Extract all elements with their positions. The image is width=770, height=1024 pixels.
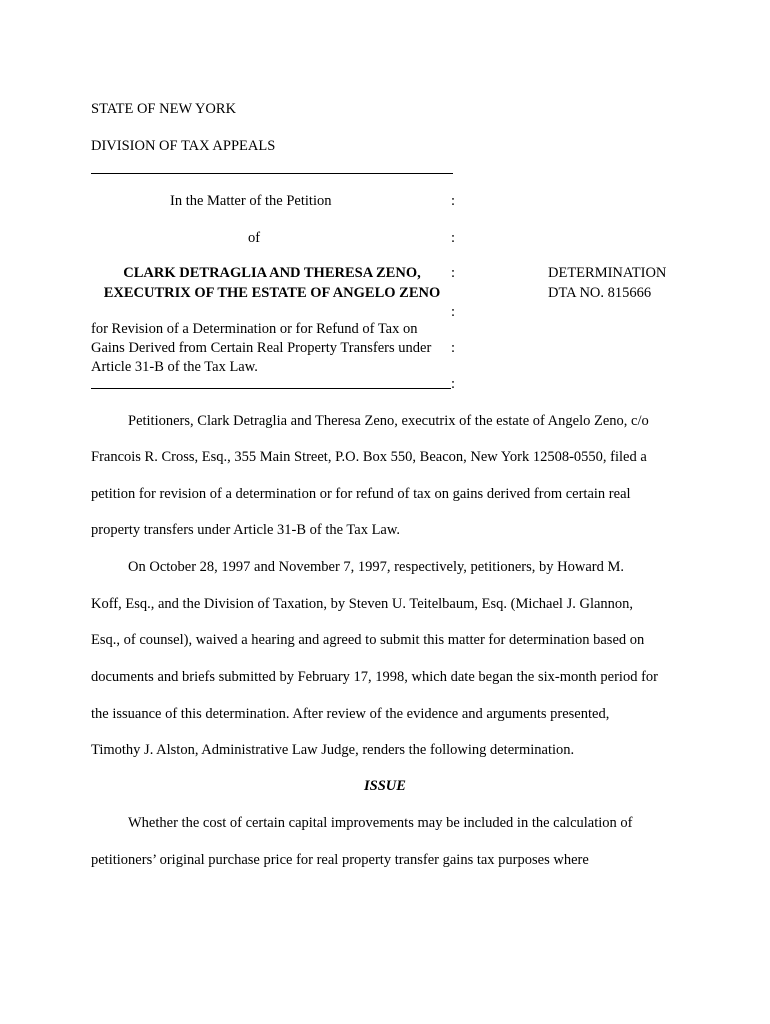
- body-line: property transfers under Article 31-B of the Tax Law.: [91, 522, 401, 538]
- body-line: documents and briefs submitted by February 17, 1998, which date began the six-month period for: [91, 669, 658, 685]
- body-line: Whether the cost of certain capital improvements may be included in the calculation of: [128, 815, 633, 831]
- body-line: On October 28, 1997 and November 7, 1997, respectively, petitioners, by Howard M.: [128, 559, 624, 575]
- petitioner-name-line-2: EXECUTRIX OF THE ESTATE OF ANGELO ZENO: [103, 285, 441, 301]
- matter-line: In the Matter of the Petition: [170, 193, 332, 209]
- of-line: of: [248, 230, 261, 246]
- caption-bottom-rule: [91, 388, 451, 389]
- state-heading: STATE OF NEW YORK: [91, 101, 237, 117]
- purpose-line: for Revision of a Determination or for Refund of Tax on: [91, 321, 418, 337]
- body-line: Francois R. Cross, Esq., 355 Main Street, P.O. Box 550, Beacon, New York 12508-0550, filed a: [91, 449, 647, 465]
- purpose-line: Gains Derived from Certain Real Property Transfers under: [91, 340, 432, 356]
- caption-top-rule: [91, 173, 453, 174]
- body-line: petitioners’ original purchase price for real property transfer gains tax purposes where: [91, 852, 589, 868]
- dta-number: DTA NO. 815666: [548, 285, 652, 301]
- body-line: Timothy J. Alston, Administrative Law Judge, renders the following determination.: [91, 742, 575, 758]
- caption-colon: :: [451, 376, 456, 392]
- petitioner-name-line-1: CLARK DETRAGLIA AND THERESA ZENO,: [123, 265, 421, 281]
- purpose-line: Article 31-B of the Tax Law.: [91, 359, 258, 375]
- body-line: Petitioners, Clark Detraglia and Theresa Zeno, executrix of the estate of Angelo Zeno, c/o: [128, 413, 649, 429]
- caption-colon: :: [451, 193, 456, 209]
- caption-colon: :: [451, 304, 456, 320]
- caption-colon: :: [451, 265, 456, 281]
- division-heading: DIVISION OF TAX APPEALS: [91, 138, 276, 154]
- caption-colon: :: [451, 340, 456, 356]
- body-line: Esq., of counsel), waived a hearing and agreed to submit this matter for determination based on: [91, 632, 645, 648]
- body-line: the issuance of this determination. After review of the evidence and arguments presented,: [91, 706, 610, 722]
- caption-colon: :: [451, 230, 456, 246]
- issue-heading: ISSUE: [364, 778, 406, 794]
- body-line: petition for revision of a determination or for refund of tax on gains derived from certain real: [91, 486, 631, 502]
- determination-label: DETERMINATION: [548, 265, 667, 281]
- body-line: Koff, Esq., and the Division of Taxation, by Steven U. Teitelbaum, Esq. (Michael J. Glannon,: [91, 596, 634, 612]
